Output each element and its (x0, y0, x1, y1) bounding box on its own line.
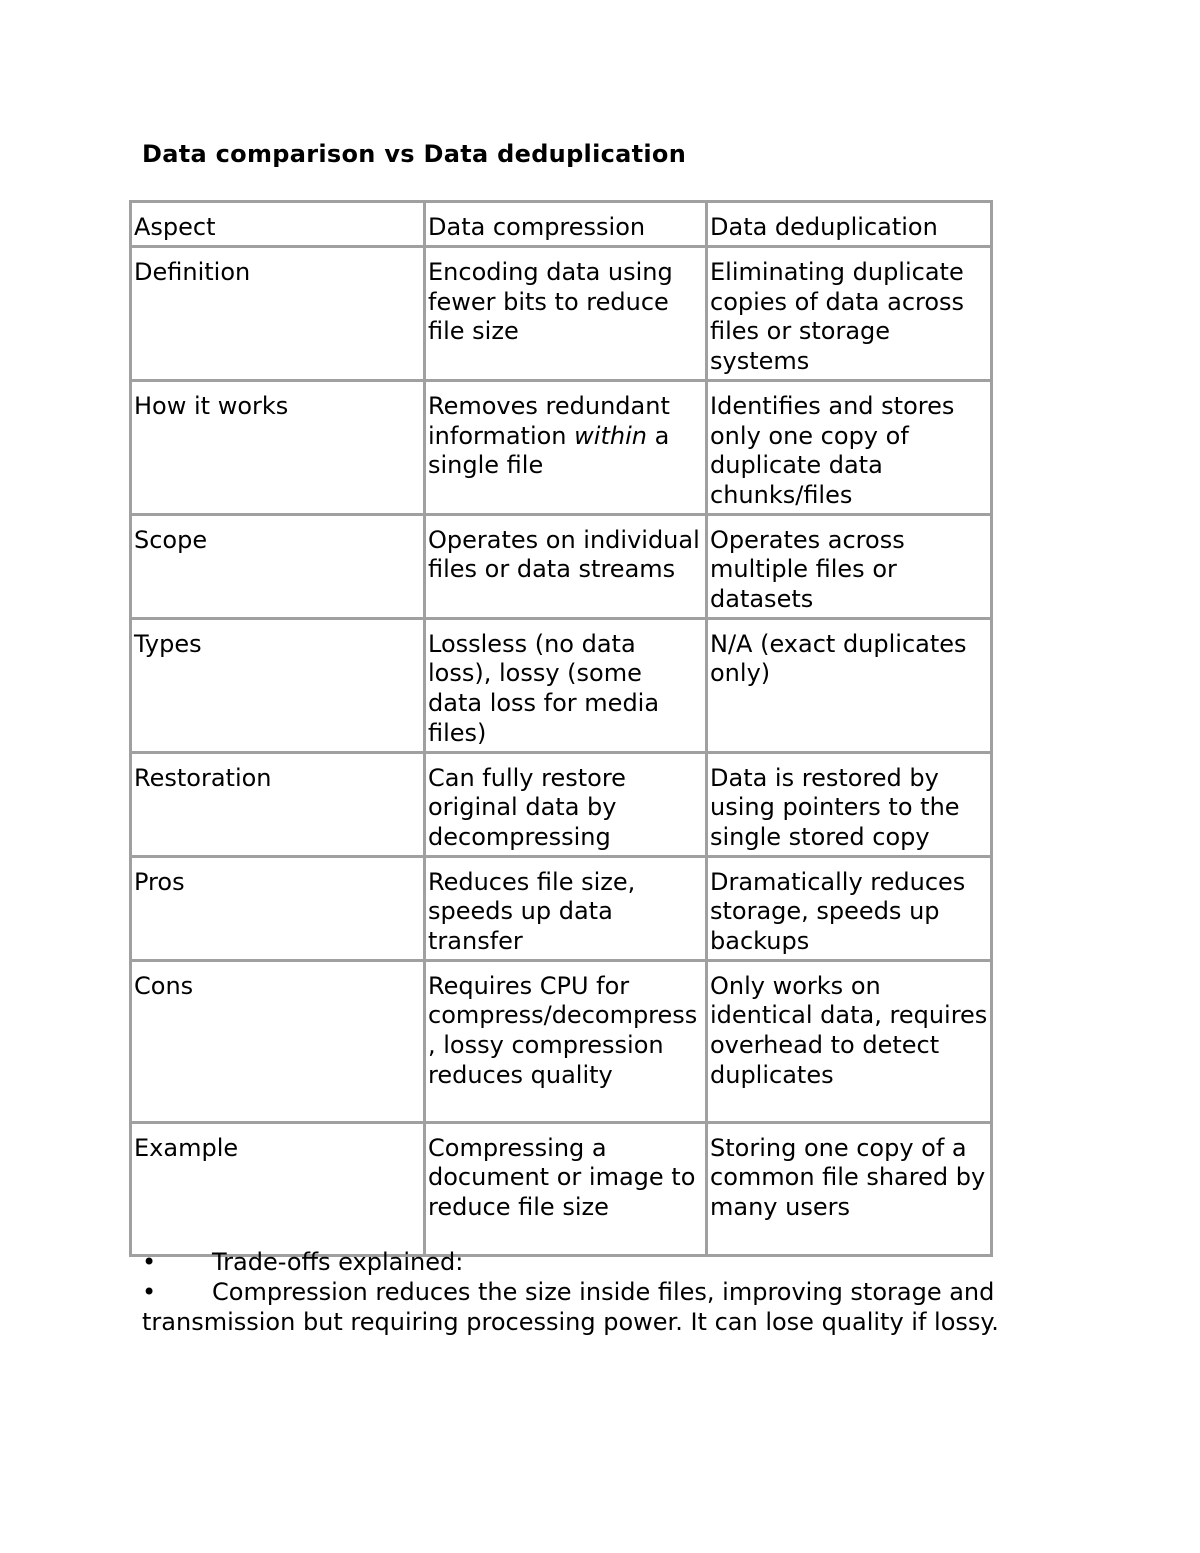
row-aspect: Scope (131, 514, 425, 618)
table-row (131, 1122, 992, 1255)
row-deduplication: Operates across multiple files or datasets (707, 514, 992, 618)
row-aspect: Pros (131, 856, 425, 960)
header-aspect: Aspect (131, 202, 425, 247)
table-row (131, 380, 992, 514)
bullet-text: Compression reduces the size inside files, improving storage and transmission but requiring processing power. It can lose quality if lossy. (142, 1278, 999, 1336)
header-compression: Data compression (425, 202, 707, 247)
row-compression: Requires CPU for compress/decompress, lossy compression reduces quality (425, 960, 707, 1122)
row-compression: Encoding data using fewer bits to reduce file size (425, 247, 707, 381)
row-compression: Reduces file size, speeds up data transfer (425, 856, 707, 960)
row-compression: Can fully restore original data by decompressing (425, 752, 707, 856)
table-row (131, 514, 992, 618)
bullet-item (142, 1277, 1082, 1337)
bullet-list (142, 1247, 1082, 1337)
comparison-table (129, 200, 993, 1257)
row-deduplication: Only works on identical data, requires overhead to detect duplicates (707, 960, 992, 1122)
bullet-marker: • (142, 1248, 157, 1276)
compression-text-before: Removes redundant information (428, 391, 670, 450)
page-title: Data comparison vs Data deduplication (142, 140, 687, 168)
header-deduplication: Data deduplication (707, 202, 992, 247)
row-compression: Lossless (no data loss), lossy (some data loss for media files) (425, 618, 707, 752)
table-row (131, 752, 992, 856)
row-deduplication: Data is restored by using pointers to the single stored copy (707, 752, 992, 856)
row-aspect: Example (131, 1122, 425, 1255)
row-aspect: Restoration (131, 752, 425, 856)
row-deduplication: Identifies and stores only one copy of duplicate data chunks/files (707, 380, 992, 514)
row-aspect: Definition (131, 247, 425, 381)
bullet-text: Trade-offs explained: (212, 1248, 464, 1276)
table-row (131, 960, 992, 1122)
row-aspect: How it works (131, 380, 425, 514)
row-compression: Compressing a document or image to reduce file size (425, 1122, 707, 1255)
bullet-item (142, 1247, 1082, 1277)
row-deduplication: Storing one copy of a common file shared by many users (707, 1122, 992, 1255)
row-deduplication: Eliminating duplicate copies of data across files or storage systems (707, 247, 992, 381)
table-header-row (131, 202, 992, 247)
table-row (131, 856, 992, 960)
row-aspect: Types (131, 618, 425, 752)
row-deduplication: Dramatically reduces storage, speeds up backups (707, 856, 992, 960)
table-row (131, 247, 992, 381)
row-aspect: Cons (131, 960, 425, 1122)
bullet-marker: • (142, 1278, 157, 1306)
table-row (131, 618, 992, 752)
row-deduplication: N/A (exact duplicates only) (707, 618, 992, 752)
row-compression: Operates on individual files or data streams (425, 514, 707, 618)
compression-text-emphasis: within (574, 421, 647, 450)
compression-text-after: a single file (428, 421, 670, 480)
row-compression (425, 380, 707, 514)
